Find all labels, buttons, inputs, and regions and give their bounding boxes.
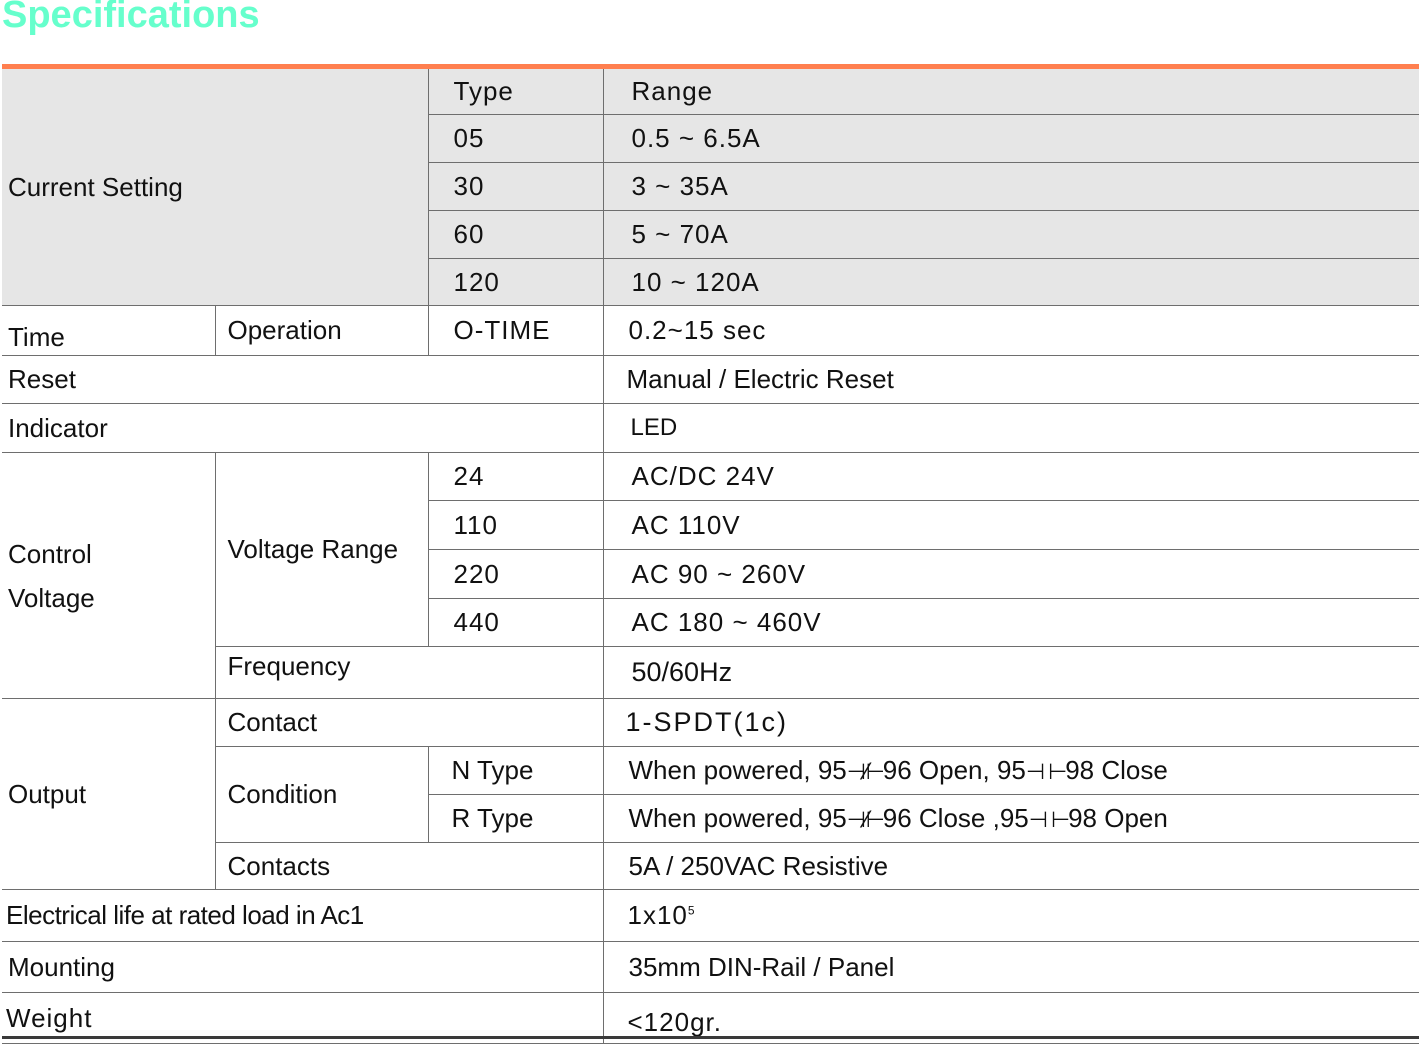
frequency-label: Frequency [215,647,603,699]
control-voltage-label-line1: Control [8,538,92,569]
contact-value: 1-SPDT(1c) [603,699,1419,747]
voltage-type: 24 [428,453,603,501]
current-setting-label: Current Setting [2,69,428,306]
indicator-row [2,404,1419,453]
current-setting-header-row [2,69,1419,115]
output-n-type-row [2,747,1419,795]
output-contact-row [2,699,1419,747]
n-type-prefix: When powered, 95 [628,755,847,785]
electrical-life-exponent: 5 [687,903,696,918]
weight-value: <120gr. [603,993,1419,1044]
current-range: 10 ~ 120A [603,259,1419,306]
n-type-value [603,747,1419,795]
electrical-life-base: 1x10 [627,900,688,930]
current-range: 3 ~ 35A [603,163,1419,211]
contact-label: Contact [215,699,603,747]
voltage-value: AC 90 ~ 260V [603,550,1419,599]
mounting-value: 35mm DIN-Rail / Panel [603,942,1419,993]
control-voltage-row [2,453,1419,501]
current-type: 05 [428,115,603,163]
output-label: Output [2,699,215,890]
time-label: Time [2,306,215,356]
normally-closed-contact-icon: ⊣⁄⊢ [846,760,883,785]
reset-label: Reset [2,356,603,404]
r-type-suffix: 98 Open [1068,803,1168,833]
frequency-value: 50/60Hz [603,647,1419,699]
n-type-mid: 96 Open, 95 [882,755,1026,785]
column-header-range: Range [603,69,1419,115]
current-type: 120 [428,259,603,306]
electrical-life-row [2,890,1419,942]
voltage-value: AC 180 ~ 460V [603,599,1419,647]
voltage-type: 110 [428,501,603,550]
r-type-prefix: When powered, 95 [628,803,847,833]
current-range: 5 ~ 70A [603,211,1419,259]
r-type-label: R Type [428,795,603,843]
time-value: 0.2~15 sec [603,306,1419,356]
column-header-type: Type [428,69,603,115]
n-type-label: N Type [428,747,603,795]
condition-label: Condition [215,747,428,843]
mounting-label: Mounting [2,942,603,993]
voltage-type: 440 [428,599,603,647]
time-type: O-TIME [428,306,603,356]
normally-open-contact-icon: ⊣ ⊢ [1025,760,1066,785]
current-type: 60 [428,211,603,259]
weight-label: Weight [2,993,603,1044]
voltage-value: AC/DC 24V [603,453,1419,501]
voltage-range-label: Voltage Range [215,453,428,647]
electrical-life-value [603,890,1419,942]
normally-open-contact-icon: ⊣ ⊢ [1028,808,1069,833]
contacts-label: Contacts [215,843,603,890]
frequency-row [2,647,1419,699]
control-voltage-label [2,453,215,699]
reset-value: Manual / Electric Reset [603,356,1419,404]
r-type-value [603,795,1419,843]
reset-row [2,356,1419,404]
time-operation-label: Operation [215,306,428,356]
specifications-table [2,69,1419,1044]
voltage-type: 220 [428,550,603,599]
control-voltage-label-line2: Voltage [8,582,95,613]
page-title: Specifications [2,0,260,36]
time-row [2,306,1419,356]
mounting-row [2,942,1419,993]
output-contacts-row [2,843,1419,890]
indicator-value: LED [603,404,1419,453]
electrical-life-label: Electrical life at rated load in Ac1 [2,890,603,942]
bottom-divider [2,1036,1419,1039]
n-type-suffix: 98 Close [1065,755,1168,785]
voltage-value: AC 110V [603,501,1419,550]
indicator-label: Indicator [2,404,603,453]
r-type-mid: 96 Close ,95 [882,803,1029,833]
current-range: 0.5 ~ 6.5A [603,115,1419,163]
normally-closed-contact-icon: ⊣⁄⊢ [846,808,883,833]
current-type: 30 [428,163,603,211]
contacts-value: 5A / 250VAC Resistive [603,843,1419,890]
